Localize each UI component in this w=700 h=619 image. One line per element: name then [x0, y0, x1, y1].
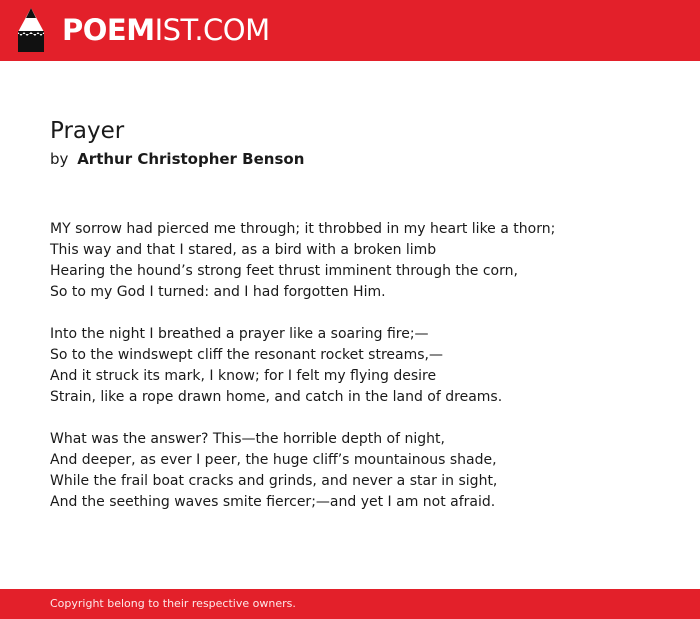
logo-text-bold: POEM — [62, 13, 155, 47]
stanza-3 — [50, 429, 670, 513]
poem-body — [50, 219, 670, 534]
poem-line: Hearing the hound’s strong feet thrust imminent through the corn, — [50, 263, 518, 279]
stanza-2 — [50, 324, 670, 408]
poem-line: Into the night I breathed a prayer like a soaring fire;— — [50, 326, 429, 342]
poem-line: So to my God I turned: and I had forgotten Him. — [50, 284, 386, 300]
poem-line: Strain, like a rope drawn home, and catch in the land of dreams. — [50, 389, 503, 405]
poem-line: And deeper, as ever I peer, the huge cliff’s mountainous shade, — [50, 452, 497, 468]
logo-text-light: IST.COM — [154, 13, 270, 47]
poem-line: And it struck its mark, I know; for I felt my flying desire — [50, 368, 437, 384]
poem-line: While the frail boat cracks and grinds, and never a star in sight, — [50, 473, 498, 489]
poem-line: And the seething waves smite fiercer;—and yet I am not afraid. — [50, 494, 496, 510]
poem-line: So to the windswept cliff the resonant rocket streams,— — [50, 347, 443, 363]
stanza-1 — [50, 219, 670, 303]
by-label: by — [50, 150, 69, 168]
poem-line: This way and that I stared, as a bird with a broken limb — [50, 242, 437, 258]
poem-byline — [50, 149, 304, 169]
site-logo[interactable] — [62, 12, 270, 48]
site-header — [0, 0, 700, 61]
copyright-notice: Copyright belong to their respective owners. — [50, 597, 296, 610]
poem-title: Prayer — [50, 118, 125, 144]
pencil-icon[interactable] — [18, 8, 44, 52]
poem-line: MY sorrow had pierced me through; it throbbed in my heart like a thorn; — [50, 221, 556, 237]
site-footer — [0, 589, 700, 619]
poem-line: What was the answer? This—the horrible depth of night, — [50, 431, 445, 447]
poem-author: Arthur Christopher Benson — [77, 150, 305, 168]
